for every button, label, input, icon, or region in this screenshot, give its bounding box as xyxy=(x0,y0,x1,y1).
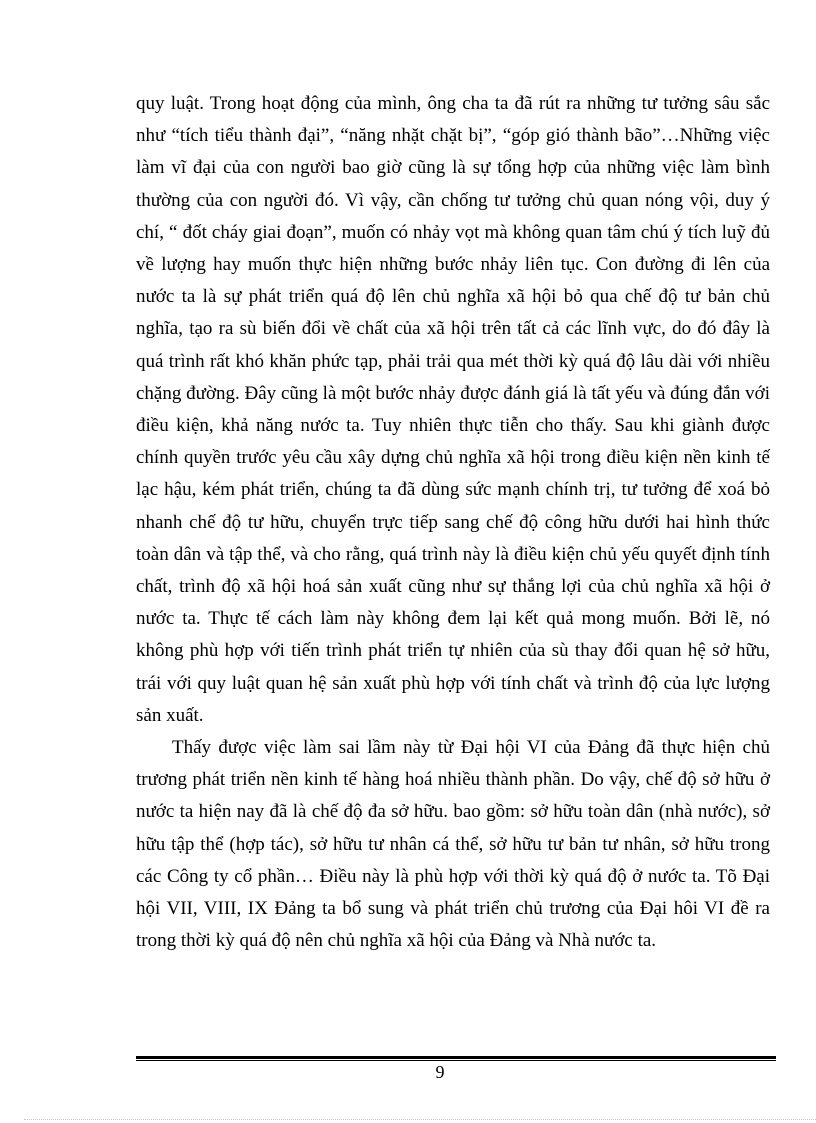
paragraph-2: Thấy được việc làm sai lầm này từ Đại hội VI của Đảng đã thực hiện chủ trương phát triển nền kinh tế hàng hoá nhiều thành phần. Do vậy, chế độ sở hữu ở nước ta hiện nay đã là chế độ đa sở hữu. bao gồm: sở hữu toàn dân (nhà nước), sở hữu tập thể (hợp tác), sở hữu tư nhân cá thể, sở hữu tư bản tư nhân, sở hữu trong các Công ty cổ phần… Điều này là phù hợp với thời kỳ quá độ ở nước ta. Tõ Đại hội VII, VIII, IX Đảng ta bổ sung và phát triển chủ trương của Đại hôi VI đề ra trong thời kỳ quá độ nên chủ nghĩa xã hội của Đảng và Nhà nước ta. xyxy=(136,737,770,952)
body-text xyxy=(136,88,770,957)
page-edge xyxy=(24,1119,816,1120)
paragraph-1: quy luật. Trong hoạt động của mình, ông cha ta đã rút ra những tư tưởng sâu sắc như “tích tiểu thành đại”, “năng nhặt chặt bị”, “góp gió thành bão”…Những việc làm vĩ đại của con người bao giờ cũng là sự tổng hợp của những việc làm bình thường của con người đó. Vì vậy, cần chống tư tưởng chủ quan nóng vội, duy ý chí, “ đốt cháy giai đoạn”, muốn có nhảy vọt mà không quan tâm chú ý tích luỹ đủ về lượng hay muốn thực hiện những bước nhảy liên tục. Con đường đi lên của nước ta là sự phát triển quá độ lên chủ nghĩa xã hội bỏ qua chế độ tư bản chủ nghĩa, tạo ra sù biến đổi về chất của xã hội trên tất cả các lĩnh vực, do đó đây là quá trình rất khó khăn phức tạp, phải trải qua mét thời kỳ quá độ lâu dài với nhiều chặng đường. Đây cũng là một bước nhảy được đánh giá là tất yếu và đúng đắn với điều kiện, khả năng nước ta. Tuy nhiên thực tiễn cho thấy. Sau khi giành được chính quyền trước yêu cầu xây dựng chủ nghĩa xã hội trong điều kiện nền kinh tế lạc hậu, kém phát triển, chúng ta đã dùng sức mạnh chính trị, tư tưởng để xoá bỏ nhanh chế độ tư hữu, chuyển trực tiếp sang chế độ công hữu dưới hai hình thức toàn dân và tập thể, và cho rằng, quá trình này là điều kiện chủ yếu quyết định tính chất, trình độ xã hội hoá sản xuất cũng như sự thắng lợi của chủ nghĩa xã hội ở nước ta. Thực tế cách làm này không đem lại kết quả mong muốn. Bởi lẽ, nó không phù hợp với tiến trình phát triển tự nhiên của sù thay đổi quan hệ sở hữu, trái với quy luật quan hệ sản xuất phù hợp với tính chất và trình độ của lực lượng sản xuất. xyxy=(136,93,770,726)
page-number: 9 xyxy=(435,1062,445,1082)
